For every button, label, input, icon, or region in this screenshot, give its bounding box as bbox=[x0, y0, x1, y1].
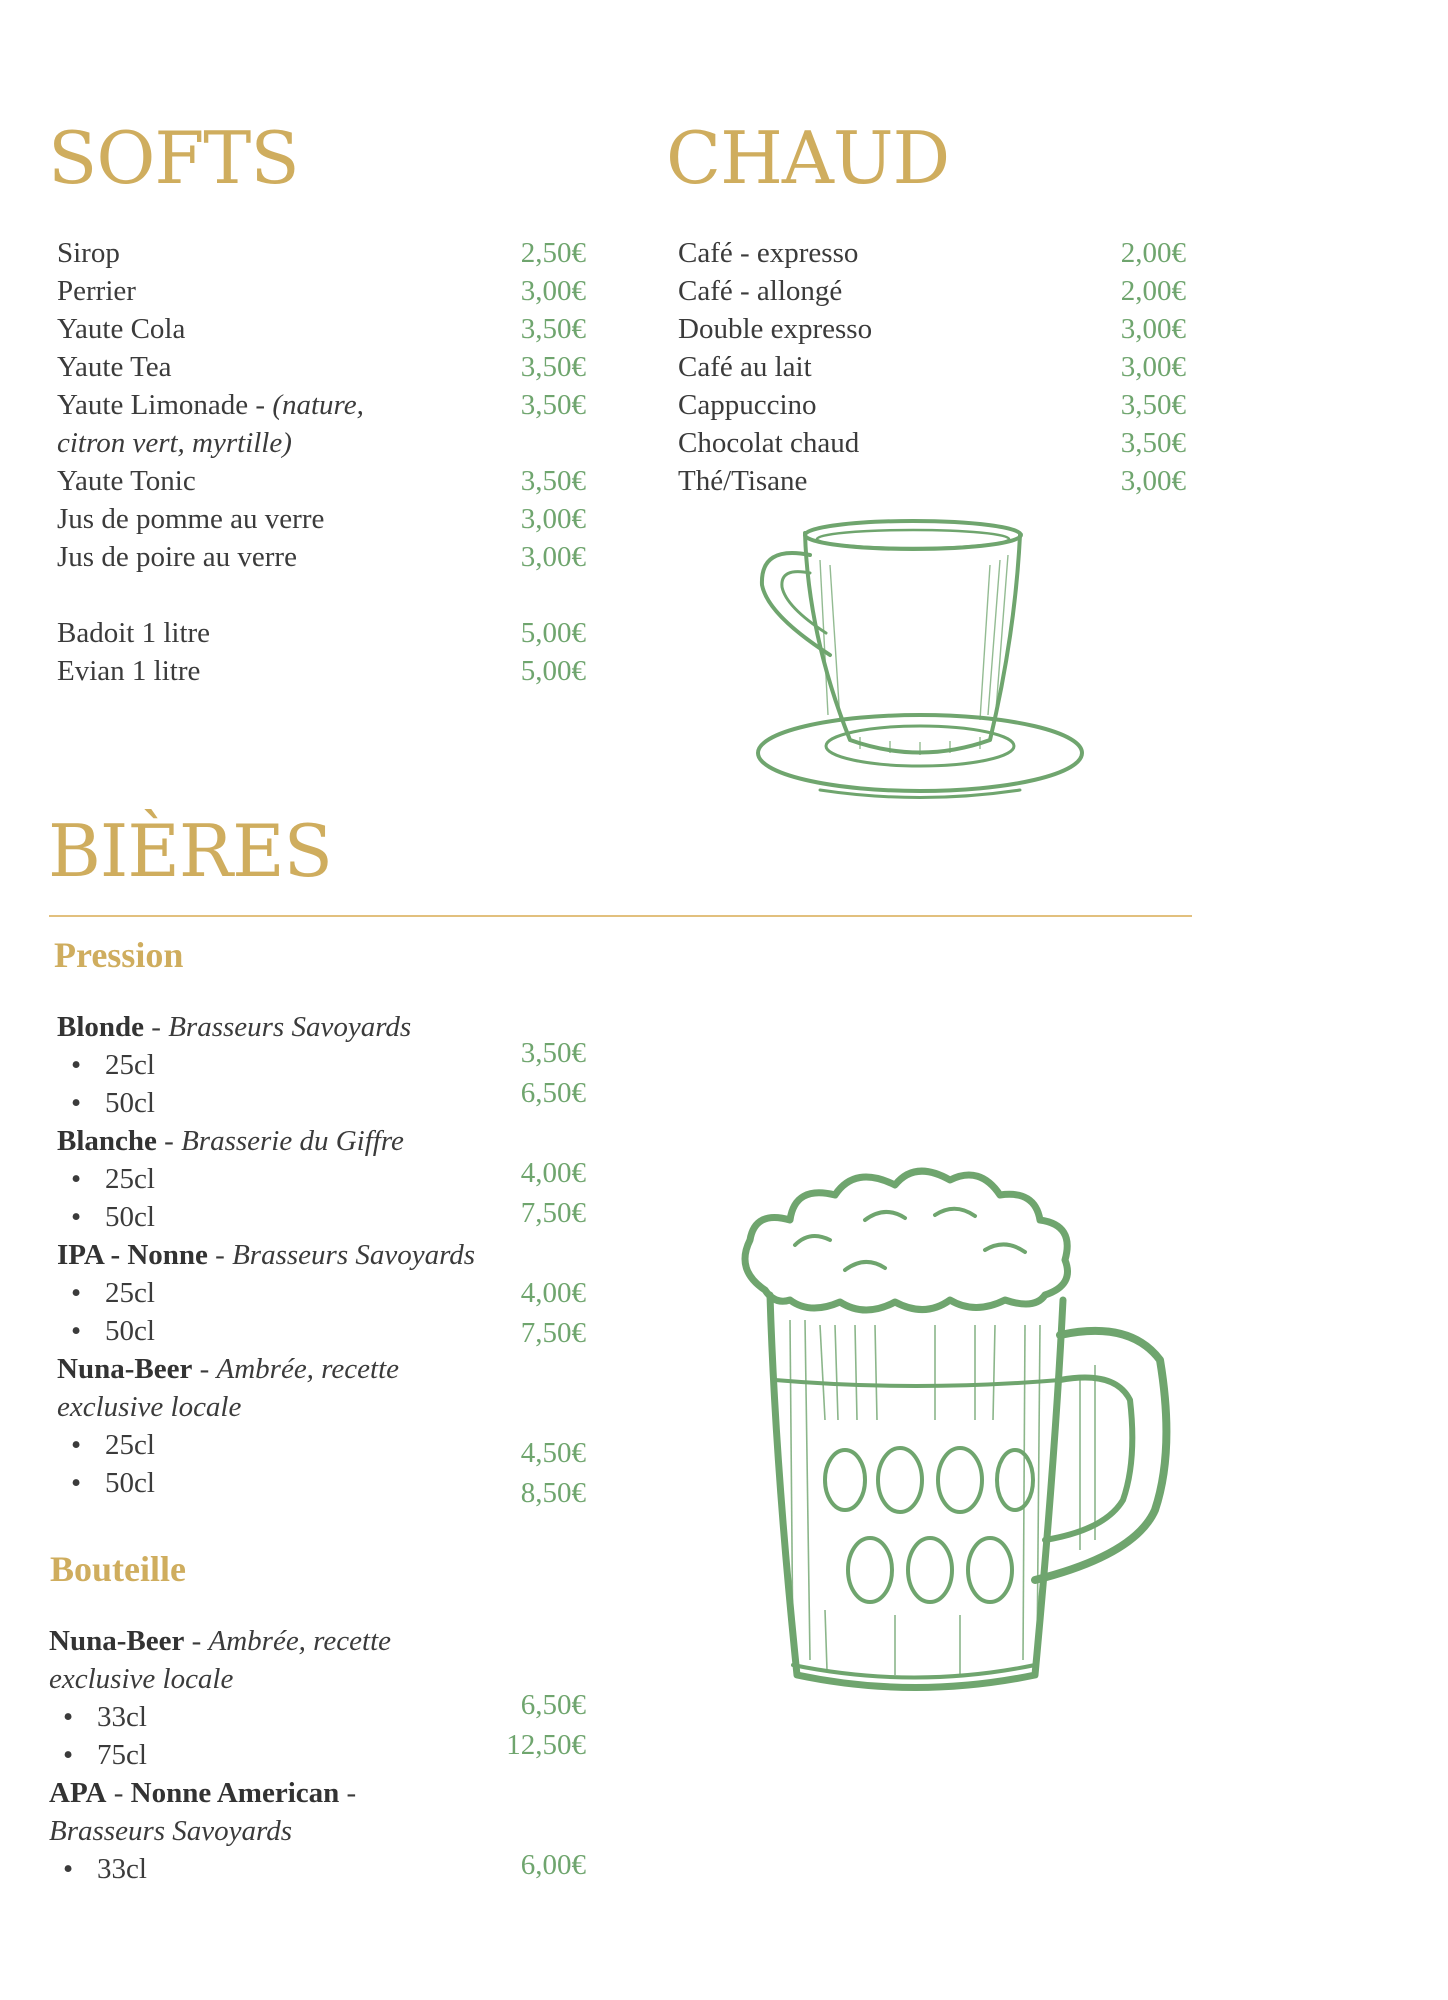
beer-name bbox=[57, 1236, 475, 1274]
menu-item-name: Sirop bbox=[57, 237, 120, 269]
menu-item-name: Yaute Cola bbox=[57, 313, 186, 345]
menu-item-name: Evian 1 litre bbox=[57, 655, 201, 687]
beer-label: Blonde bbox=[57, 1011, 145, 1043]
separator: - bbox=[144, 1011, 169, 1043]
menu-item-price: 6,50€ bbox=[520, 1077, 586, 1109]
chaud-title: CHAUD bbox=[666, 116, 950, 200]
menu-item-name bbox=[57, 386, 364, 424]
menu-item-price: 2,00€ bbox=[1120, 237, 1186, 269]
size-item: • 33cl bbox=[97, 1698, 147, 1736]
bouteille-title: Bouteille bbox=[50, 1549, 186, 1589]
menu-item-price: 3,00€ bbox=[520, 275, 586, 307]
beer-name-line2 bbox=[49, 1660, 233, 1698]
beer-name bbox=[57, 1350, 399, 1388]
menu-item-name: Badoit 1 litre bbox=[57, 617, 211, 649]
menu-item-name: Double expresso bbox=[678, 313, 873, 345]
menu-item-name: Café - allongé bbox=[678, 275, 843, 307]
beer-label: Nuna-Beer bbox=[49, 1625, 185, 1657]
menu-item-price: 6,00€ bbox=[520, 1849, 586, 1881]
beer-name bbox=[49, 1622, 391, 1660]
menu-item-price: 3,50€ bbox=[1120, 427, 1186, 459]
menu-item-note: citron vert, myrtille) bbox=[57, 427, 292, 459]
menu-item-price: 7,50€ bbox=[520, 1317, 586, 1349]
bieres-title: BIÈRES bbox=[48, 809, 333, 893]
menu-item-name: Cappuccino bbox=[678, 389, 817, 421]
menu-item-note-line2 bbox=[57, 424, 292, 462]
menu-item-price: 3,50€ bbox=[520, 389, 586, 421]
size-item: • 33cl bbox=[97, 1850, 147, 1888]
menu-item-price: 7,50€ bbox=[520, 1197, 586, 1229]
coffee-cup-icon bbox=[750, 515, 1090, 810]
menu-item-price: 3,50€ bbox=[520, 1037, 586, 1069]
menu-item-price: 3,50€ bbox=[520, 465, 586, 497]
menu-item-price: 4,50€ bbox=[520, 1437, 586, 1469]
menu-item-price: 3,00€ bbox=[1120, 465, 1186, 497]
menu-item-name: Yaute Tonic bbox=[57, 465, 196, 497]
menu-item-price: 6,50€ bbox=[520, 1689, 586, 1721]
menu-item-price: 5,00€ bbox=[520, 617, 586, 649]
brewer: exclusive locale bbox=[49, 1663, 234, 1695]
size-item: • 25cl bbox=[105, 1274, 155, 1312]
menu-item-price: 3,50€ bbox=[1120, 389, 1186, 421]
menu-item-price: 2,50€ bbox=[520, 237, 586, 269]
menu-item-label: Yaute Limonade - bbox=[57, 389, 273, 421]
beer-name bbox=[49, 1774, 356, 1812]
menu-item-name: Chocolat chaud bbox=[678, 427, 860, 459]
beer-name-line2 bbox=[49, 1812, 292, 1850]
size-item: • 50cl bbox=[105, 1084, 155, 1122]
brewer: Ambrée, recette bbox=[208, 1625, 391, 1657]
brewer: exclusive locale bbox=[57, 1391, 242, 1423]
beer-name-line2 bbox=[57, 1388, 241, 1426]
menu-item-price: 3,50€ bbox=[520, 351, 586, 383]
separator: - bbox=[106, 1777, 131, 1809]
menu-item-name: Yaute Tea bbox=[57, 351, 172, 383]
menu-item-name: Jus de poire au verre bbox=[57, 541, 297, 573]
separator: - bbox=[339, 1777, 357, 1809]
menu-item-price: 3,00€ bbox=[1120, 351, 1186, 383]
menu-item-price: 8,50€ bbox=[520, 1477, 586, 1509]
menu-item-price: 4,00€ bbox=[520, 1157, 586, 1189]
size-item: • 50cl bbox=[105, 1312, 155, 1350]
menu-item-price: 5,00€ bbox=[520, 655, 586, 687]
menu-item-note: (nature, bbox=[272, 389, 364, 421]
size-item: • 50cl bbox=[105, 1464, 155, 1502]
brewer: Ambrée, recette bbox=[216, 1353, 399, 1385]
beer-name bbox=[57, 1122, 404, 1160]
beer-label: Blanche bbox=[57, 1125, 157, 1157]
section-divider bbox=[49, 915, 1192, 917]
brewer: Brasserie du Giffre bbox=[181, 1125, 404, 1157]
beer-mug-icon bbox=[735, 1160, 1175, 1715]
beer-label: Nonne American bbox=[130, 1777, 340, 1809]
menu-item-price: 4,00€ bbox=[520, 1277, 586, 1309]
separator: - bbox=[184, 1625, 209, 1657]
menu-item-price: 2,00€ bbox=[1120, 275, 1186, 307]
menu-item-price: 3,00€ bbox=[1120, 313, 1186, 345]
beer-label: APA bbox=[49, 1777, 107, 1809]
beer-label: IPA - Nonne bbox=[57, 1239, 208, 1271]
separator: - bbox=[156, 1125, 182, 1157]
size-item: • 25cl bbox=[105, 1046, 155, 1084]
menu-item-price: 3,00€ bbox=[520, 503, 586, 535]
menu-item-price: 3,50€ bbox=[520, 313, 586, 345]
menu-item-price: 3,00€ bbox=[520, 541, 586, 573]
menu-item-name: Thé/Tisane bbox=[678, 465, 808, 497]
menu-item-name: Café - expresso bbox=[678, 237, 859, 269]
menu-item-name: Perrier bbox=[57, 275, 136, 307]
brewer: Brasseurs Savoyards bbox=[232, 1239, 476, 1271]
beer-label: Nuna-Beer bbox=[57, 1353, 193, 1385]
softs-title: SOFTS bbox=[48, 116, 299, 200]
menu-item-name: Café au lait bbox=[678, 351, 812, 383]
separator: - bbox=[192, 1353, 217, 1385]
size-item: • 25cl bbox=[105, 1160, 155, 1198]
size-item: • 25cl bbox=[105, 1426, 155, 1464]
brewer: Brasseurs Savoyards bbox=[49, 1815, 293, 1847]
menu-item-price: 12,50€ bbox=[506, 1729, 586, 1761]
pression-title: Pression bbox=[54, 935, 184, 975]
size-item: • 50cl bbox=[105, 1198, 155, 1236]
menu-item-name: Jus de pomme au verre bbox=[57, 503, 325, 535]
size-item: • 75cl bbox=[97, 1736, 147, 1774]
separator: - bbox=[207, 1239, 233, 1271]
beer-name bbox=[57, 1008, 411, 1046]
brewer: Brasseurs Savoyards bbox=[168, 1011, 412, 1043]
